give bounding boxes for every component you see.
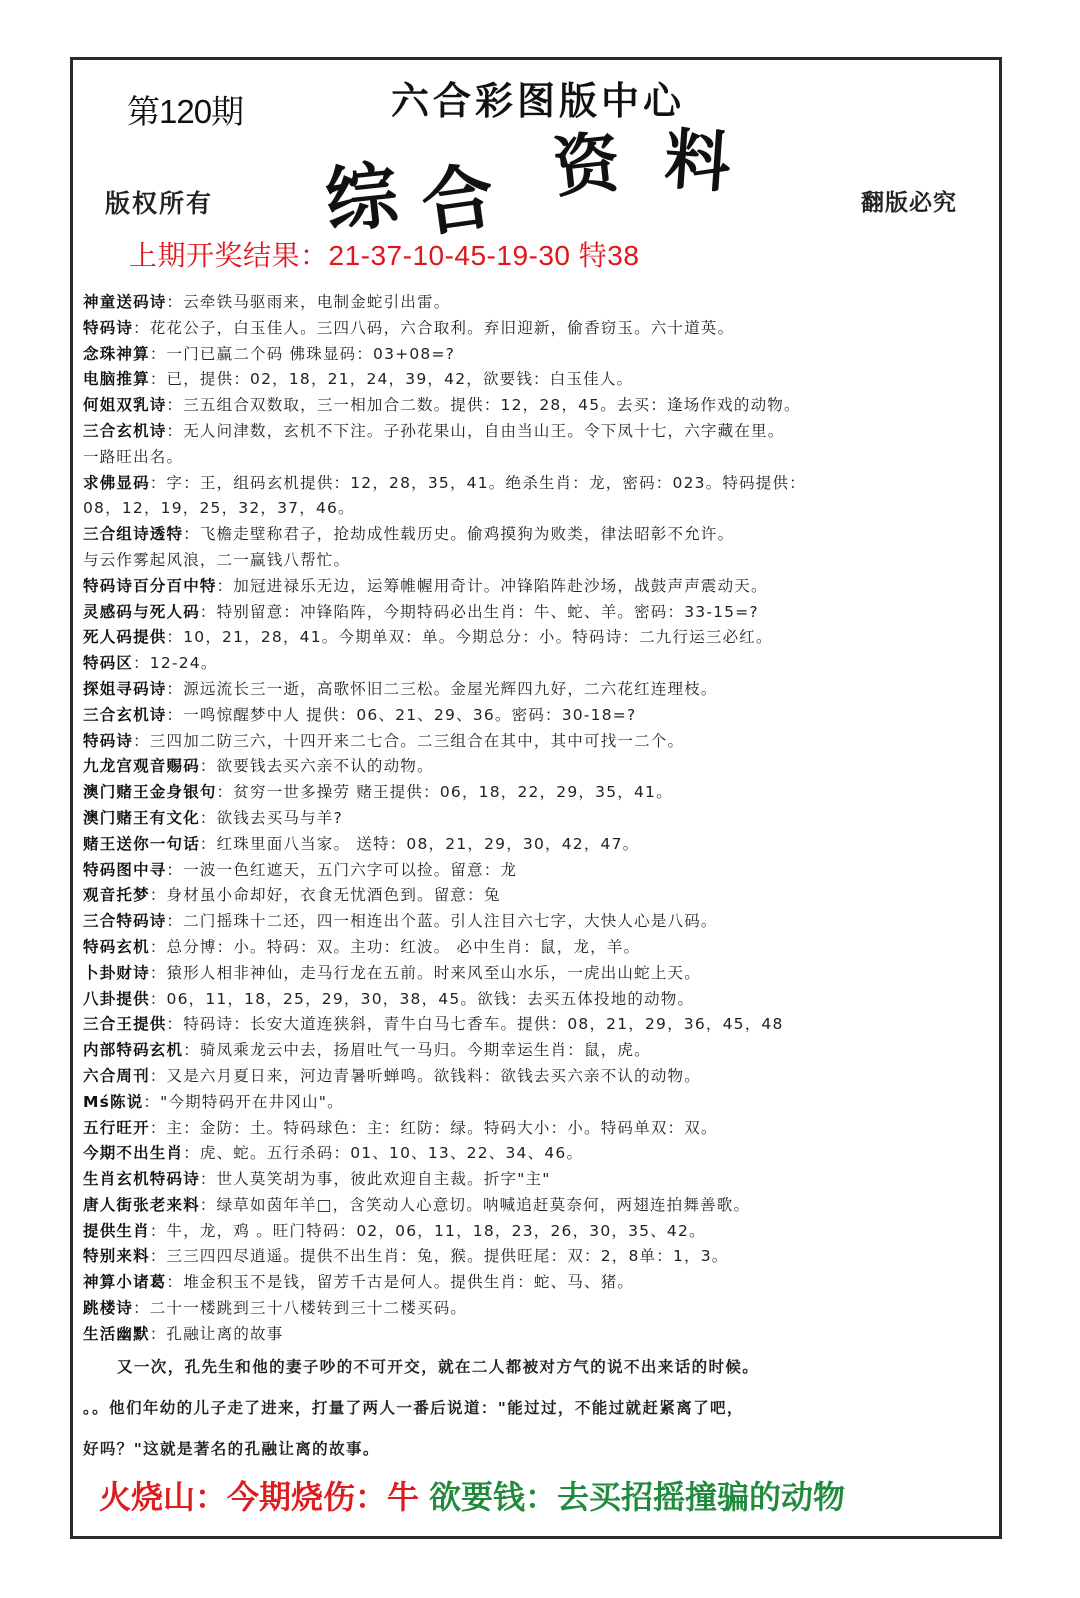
content-line bbox=[83, 445, 995, 471]
content-line bbox=[83, 832, 995, 858]
line-label: 五行旺开 bbox=[83, 1118, 150, 1137]
content-line bbox=[83, 548, 995, 574]
line-label: 内部特码玄机 bbox=[83, 1041, 184, 1060]
line-text: ：孔融让离的故事 bbox=[149, 1324, 284, 1343]
line-text: ：总分博：小。特码：双。主功：红波。 必中生肖：鼠，龙，羊。 bbox=[149, 937, 641, 956]
last-draw-result: 上期开奖结果：21-37-10-45-19-30 特38 bbox=[129, 240, 640, 271]
line-text: ：06，11，18，25，29，30，38，45。欲钱：去买五体投地的动物。 bbox=[149, 989, 695, 1008]
content-line bbox=[83, 1012, 995, 1038]
content-line bbox=[83, 1296, 995, 1322]
line-label: 灵感码与死人码 bbox=[83, 602, 200, 621]
line-text: ：一波一色红遮天，五门六字可以捡。留意：龙 bbox=[166, 860, 518, 879]
content-line bbox=[83, 419, 995, 445]
humor-story bbox=[83, 1347, 995, 1470]
content-line bbox=[83, 806, 995, 832]
line-text: ：欲钱去买马与羊? bbox=[199, 808, 343, 827]
content-line bbox=[83, 961, 995, 987]
content-line bbox=[83, 935, 995, 961]
line-label: 三合组诗透特 bbox=[83, 525, 184, 544]
content-line bbox=[83, 858, 995, 884]
story-paragraph-2: 。。他们年幼的儿子走了进来，打量了两人一番后说道："能过过，不能过就赶紧离了吧， bbox=[83, 1399, 744, 1417]
content-line bbox=[83, 1270, 995, 1296]
content-line bbox=[83, 393, 995, 419]
line-label: 八卦提供 bbox=[83, 989, 150, 1008]
content-line bbox=[83, 1064, 995, 1090]
line-label: Mś陈说 bbox=[83, 1092, 144, 1111]
line-label: 三合玄机诗 bbox=[83, 705, 167, 724]
line-text: ：源远流长三一逝，高歌怀旧二三松。金屋光辉四九好，二六花红连理枝。 bbox=[166, 679, 718, 698]
content-line bbox=[83, 780, 995, 806]
line-label: 生肖玄机特码诗 bbox=[83, 1170, 200, 1189]
big-title-char-4: 料 bbox=[661, 119, 734, 203]
content-line bbox=[83, 987, 995, 1013]
line-label: 九龙宫观音赐码 bbox=[83, 757, 200, 776]
line-text: ：已，提供：02，18，21，24，39，42，欲要钱：白玉佳人。 bbox=[149, 370, 634, 389]
line-label: 特码诗 bbox=[83, 731, 134, 750]
content-line bbox=[83, 367, 995, 393]
line-text: ：二十一楼跳到三十八楼转到三十二楼买码。 bbox=[133, 1299, 468, 1318]
line-text: ：飞檐走壁称君子，抢劫成性载历史。偷鸡摸狗为败类，律法昭彰不允许。 bbox=[183, 525, 735, 544]
content-line bbox=[83, 1244, 995, 1270]
line-text: ：堆金积玉不是钱，留芳千古是何人。提供生肖：蛇、马、猪。 bbox=[166, 1273, 635, 1292]
content-line bbox=[83, 600, 995, 626]
line-text: ：一鸣惊醒梦中人 提供：06、21、29、36。密码：30-18=? bbox=[166, 705, 637, 724]
line-label: 探姐寻码诗 bbox=[83, 679, 167, 698]
line-text: ：特码诗：长安大道连狭斜，青牛白马七香车。提供：08，21，29，36，45，48 bbox=[166, 1015, 784, 1034]
line-text: ：特别留意：冲锋陷阵，今期特码必出生肖：牛、蛇、羊。密码：33-15=? bbox=[199, 602, 759, 621]
story-paragraph-1: 又一次，孔先生和他的妻子吵的不可开交，就在二人都被对方气的说不出来话的时候。 bbox=[117, 1358, 760, 1376]
line-text: ：三五组合双数取，三一相加合二数。提供：12，28，45。去买：逢场作戏的动物。 bbox=[166, 396, 801, 415]
line-text: ：12-24。 bbox=[133, 654, 218, 673]
line-text: ：花花公子，白玉佳人。三四八码，六合取利。弃旧迎新，偷香窃玉。六十道英。 bbox=[133, 318, 735, 337]
line-label: 特别来料 bbox=[83, 1247, 150, 1266]
line-text: ：欲要钱去买六亲不认的动物。 bbox=[199, 757, 434, 776]
content-line bbox=[83, 1038, 995, 1064]
content-line bbox=[83, 316, 995, 342]
line-label: 三合特码诗 bbox=[83, 912, 167, 931]
content-line bbox=[83, 1193, 995, 1219]
line-text: ：猿形人相非神仙，走马行龙在五前。时来风至山水乐，一虎出山蛇上天。 bbox=[149, 963, 701, 982]
line-text: ：身材虽小命却好，衣食无忧酒色到。留意：兔 bbox=[149, 886, 501, 905]
issue-number: 第120期 bbox=[127, 93, 244, 130]
content-line bbox=[83, 677, 995, 703]
content-line bbox=[83, 1141, 995, 1167]
line-text: ："今期特码开在井冈山"。 bbox=[143, 1092, 344, 1111]
line-label: 电脑推算 bbox=[83, 370, 150, 389]
line-label: 特码玄机 bbox=[83, 937, 150, 956]
content-line bbox=[83, 522, 995, 548]
footer-red-text: 火烧山：今期烧伤：牛 bbox=[99, 1478, 420, 1516]
line-label: 三合玄机诗 bbox=[83, 421, 167, 440]
line-label: 赌王送你一句话 bbox=[83, 834, 200, 853]
line-label: 念珠神算 bbox=[83, 344, 150, 363]
big-title-char-2: 合 bbox=[416, 152, 500, 247]
line-text: ：虎、蛇。五行杀码：01、10、13、22、34、46。 bbox=[183, 1144, 584, 1163]
line-text: ：二门摇珠十二还，四一相连出个蓝。引人注目六七字，大快人心是八码。 bbox=[166, 912, 718, 931]
content-line bbox=[83, 883, 995, 909]
line-text: ：字：王，组码玄机提供：12，28，35，41。绝杀生肖：龙，密码：023。特码提供： bbox=[149, 473, 806, 492]
big-title-char-3: 资 bbox=[549, 122, 624, 208]
line-text: ：世人莫笑胡为事，彼此欢迎自主裁。折字"主" bbox=[199, 1170, 551, 1189]
line-label: 何姐双乳诗 bbox=[83, 396, 167, 415]
line-text: ：牛，龙，鸡 。旺门特码：02，06，11，18，23，26，30，35、42。 bbox=[149, 1221, 706, 1240]
line-label: 特码诗百分百中特 bbox=[83, 576, 217, 595]
line-label: 特码区 bbox=[83, 654, 134, 673]
footer-banner bbox=[99, 1472, 845, 1518]
content-line bbox=[83, 703, 995, 729]
line-label: 跳楼诗 bbox=[83, 1299, 134, 1318]
content-line bbox=[83, 729, 995, 755]
line-label: 生活幽默 bbox=[83, 1324, 150, 1343]
line-text: 与云作雾起风浪，二一赢钱八帮忙。 bbox=[83, 550, 351, 569]
content-lines bbox=[83, 290, 995, 1348]
line-label: 求佛显码 bbox=[83, 473, 150, 492]
line-text: ：又是六月夏日来，河边青暑听蝉鸣。欲钱料：欲钱去买六亲不认的动物。 bbox=[149, 1066, 701, 1085]
line-text: 08，12，19，25，32，37，46。 bbox=[83, 499, 355, 518]
line-text: ：主：金防：土。特码球色：主：红防：绿。特码大小：小。特码单双：双。 bbox=[149, 1118, 718, 1137]
line-text: ：骑凤乘龙云中去，扬眉吐气一马归。今期幸运生肖：鼠，虎。 bbox=[183, 1041, 651, 1060]
content-line bbox=[83, 471, 995, 497]
content-line bbox=[83, 1322, 995, 1348]
content-line bbox=[83, 1090, 995, 1116]
content-line bbox=[83, 1116, 995, 1142]
center-title: 六合彩图版中心 bbox=[391, 78, 686, 123]
content-line bbox=[83, 1167, 995, 1193]
content-line bbox=[83, 754, 995, 780]
line-text: ：云牵铁马驱雨来，电制金蛇引出雷。 bbox=[166, 293, 451, 311]
line-text: ：绿草如茵年羊□，含笑动人心意切。呐喊追赶莫奈何，两翅连拍舞善歌。 bbox=[199, 1195, 751, 1214]
line-text: 一路旺出名。 bbox=[83, 447, 184, 466]
content-line bbox=[83, 625, 995, 651]
line-label: 唐人街张老来料 bbox=[83, 1195, 200, 1214]
line-text: ：一门已赢二个码 佛珠显码：03+08=? bbox=[149, 344, 456, 363]
content-line bbox=[83, 909, 995, 935]
line-label: 特码诗 bbox=[83, 318, 134, 337]
line-label: 特码图中寻 bbox=[83, 860, 167, 879]
line-text: ：三三四四尽逍遥。提供不出生肖：兔，猴。提供旺尾：双：2，8单：1，3。 bbox=[149, 1247, 729, 1266]
line-label: 今期不出生肖 bbox=[83, 1144, 184, 1163]
line-text: ：10，21，28，41。今期单双：单。今期总分：小。特码诗：二九行运三必红。 bbox=[166, 628, 773, 647]
content-line bbox=[83, 651, 995, 677]
line-label: 神童送码诗 bbox=[83, 293, 167, 311]
content-line bbox=[83, 574, 995, 600]
line-label: 三合王提供 bbox=[83, 1015, 167, 1034]
line-label: 观音托梦 bbox=[83, 886, 150, 905]
story-paragraph-3: 好吗？"这就是著名的孔融让离的故事。 bbox=[83, 1440, 380, 1458]
copyright-right: 翻版必究 bbox=[861, 189, 957, 216]
copyright-left: 版权所有 bbox=[105, 189, 214, 218]
content-line bbox=[83, 342, 995, 368]
content-line bbox=[83, 1219, 995, 1245]
line-label: 澳门赌王有文化 bbox=[83, 808, 200, 827]
line-label: 死人码提供 bbox=[83, 628, 167, 647]
big-title-char-1: 综 bbox=[321, 151, 402, 244]
line-text: ：三四加二防三六，十四开来二七合。二三组合在其中，其中可找一二个。 bbox=[133, 731, 685, 750]
content-line bbox=[83, 290, 995, 316]
line-label: 提供生肖 bbox=[83, 1221, 150, 1240]
line-label: 神算小诸葛 bbox=[83, 1273, 167, 1292]
line-text: ：贫穷一世多操劳 赌王提供：06，18，22，29，35，41。 bbox=[216, 783, 673, 802]
line-text: ：加冠进禄乐无边，运筹帷幄用奇计。冲锋陷阵赴沙场，战鼓声声震动天。 bbox=[216, 576, 768, 595]
line-label: 澳门赌王金身银句 bbox=[83, 783, 217, 802]
footer-green-text: 欲要钱：去买招摇撞骗的动物 bbox=[429, 1478, 846, 1516]
line-label: 六合周刊 bbox=[83, 1066, 150, 1085]
line-text: ：无人问津数，玄机不下注。子孙花果山，自由当山王。令下凤十七，六字藏在里。 bbox=[166, 421, 785, 440]
line-label: 卜卦财诗 bbox=[83, 963, 150, 982]
content-line bbox=[83, 496, 995, 522]
document-frame bbox=[70, 57, 1002, 1539]
line-text: ：红珠里面八当家。 送特：08，21，29，30，42，47。 bbox=[199, 834, 640, 853]
